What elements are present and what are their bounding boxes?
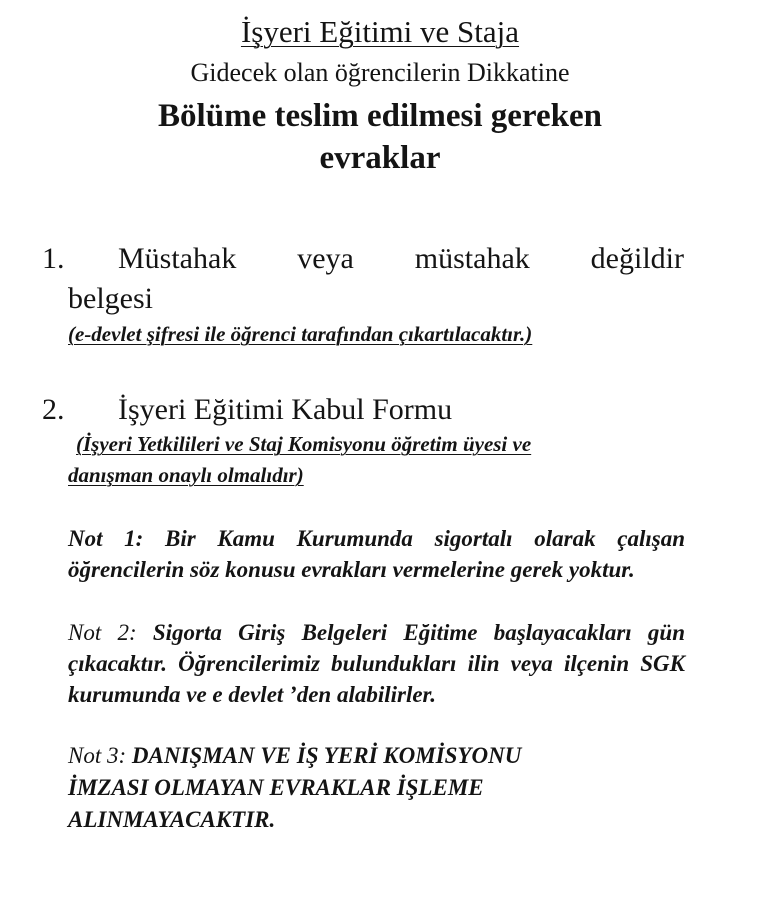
- note-3-label: Not 3:: [68, 743, 132, 768]
- note-1-text: Bir Kamu Kurumunda sigortalı olarak çalışan öğrencilerin söz konusu evrakları vermelerine gerek yoktur.: [68, 526, 685, 582]
- document-heading: [0, 95, 760, 179]
- note-3-line-3: [68, 804, 275, 836]
- item-2-number: 2.: [42, 393, 65, 426]
- item-1-word: Müstahak: [118, 242, 237, 275]
- note-3-text-1: DANIŞMAN VE İŞ YERİ KOMİSYONU: [131, 743, 522, 768]
- item-1-text-line-1: [118, 239, 684, 279]
- item-1-word: veya: [297, 242, 354, 275]
- item-1-number: 1.: [42, 242, 65, 275]
- note-3-text-3: ALINMAYACAKTIR.: [68, 807, 276, 832]
- note-2: [68, 617, 685, 710]
- note-2-label: Not 2:: [68, 620, 153, 645]
- document-title: İşyeri Eğitimi ve Staja: [240, 14, 520, 49]
- note-2-text: Sigorta Giriş Belgeleri Eğitime başlayacakları gün çıkacaktır. Öğrencilerimiz bulundukları ilin veya ilçenin SGK kurumunda ve e devlet ’den alabilirler.: [68, 620, 685, 707]
- note-1: [68, 523, 685, 585]
- item-1-note: (e-devlet şifresi ile öğrenci tarafından çıkartılacaktır.): [68, 322, 533, 346]
- note-1-label: Not 1:: [68, 526, 166, 551]
- note-3-line-2: [68, 772, 484, 804]
- item-2-note-line-2: danışman onaylı olmalıdır): [68, 463, 304, 487]
- item-2-text: İşyeri Eğitimi Kabul Formu: [118, 393, 453, 426]
- item-1-text-line-2: belgesi: [68, 282, 153, 315]
- heading-line-1: Bölüme teslim edilmesi gereken: [158, 98, 602, 134]
- heading-line-2: evraklar: [319, 140, 441, 176]
- item-2-note-line-1: (İşyeri Yetkilileri ve Staj Komisyonu öğretim üyesi ve: [76, 432, 532, 456]
- note-3-line-1: [68, 740, 521, 772]
- note-3-text-2: İMZASI OLMAYAN EVRAKLAR İŞLEME: [68, 775, 484, 800]
- item-1-word: değildir: [590, 242, 684, 275]
- document-subtitle: Gidecek olan öğrencilerin Dikkatine: [190, 58, 570, 87]
- item-1-word: müstahak: [414, 242, 530, 275]
